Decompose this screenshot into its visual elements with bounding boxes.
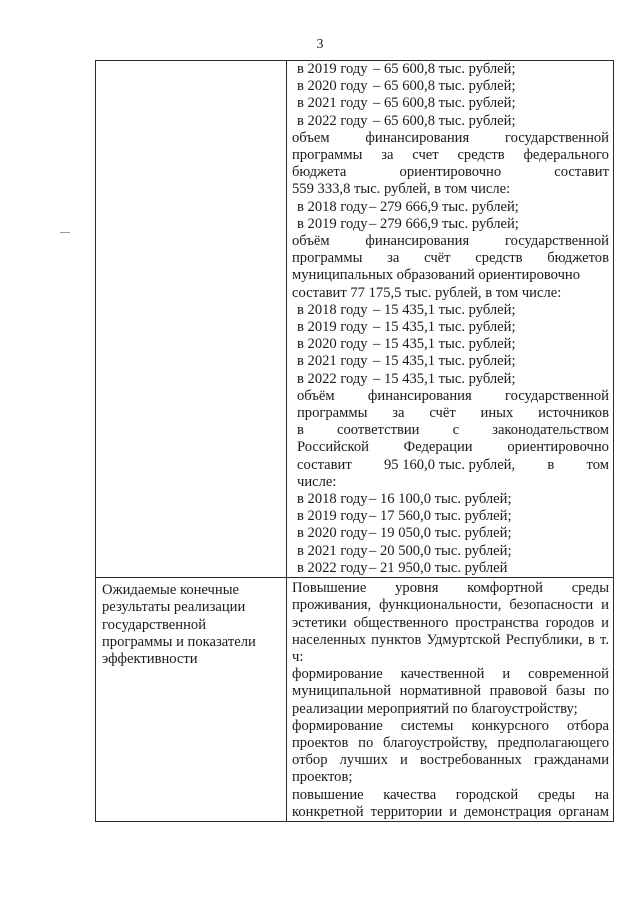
word: государственной: [504, 233, 609, 250]
other-sources-paragraph: [292, 388, 609, 491]
amount-row: [292, 216, 609, 233]
text-line: муниципальных образований ориентировочно: [292, 267, 581, 284]
results-paragraph: Повышение уровня комфортной среды проживания, функциональности, безопасности и эстетики общественного пространства городов и населенных пунктов Удмуртской Республики, в т. ч:: [292, 580, 609, 665]
amount-value: – 65 600,8 тыс. рублей;: [373, 61, 516, 77]
text-line: [292, 164, 609, 181]
amount-year: в 2019 году: [297, 215, 368, 232]
amount-year: в 2018 году: [297, 198, 368, 215]
word: за: [381, 147, 394, 164]
results-paragraph: повышение качества городской среды на конкретной территории и демонстрация органам: [292, 786, 609, 820]
word: в: [547, 456, 555, 473]
word: финансирования: [365, 233, 470, 250]
text-line: 559 333,8 тыс. рублей, в том числе:: [292, 181, 511, 198]
label-line: программы и показатели: [102, 633, 256, 650]
amount-year: в 2018 году: [297, 301, 368, 318]
amount-year: в 2022 году: [297, 559, 368, 576]
cell-results-text: [287, 578, 614, 822]
cell-left-empty: [96, 61, 287, 578]
amount-value: – 20 500,0 тыс. рублей;: [369, 542, 512, 559]
amount-value: – 65 600,8 тыс. рублей;: [373, 112, 516, 129]
word: ориентировочно: [399, 164, 502, 181]
amount-value: – 65 600,8 тыс. рублей;: [373, 78, 516, 95]
word: за: [387, 250, 400, 267]
word: с: [452, 422, 460, 439]
word: бюджетов: [547, 250, 609, 267]
amount-year: в 2018 году: [297, 491, 368, 508]
label-line: государственной: [102, 616, 207, 633]
word: финансирования: [365, 129, 470, 146]
word: том: [586, 456, 609, 473]
page-number: 3: [316, 37, 324, 52]
amount-year: в 2021 году: [297, 95, 368, 112]
word: счёт: [429, 405, 456, 422]
amount-year: в 2019 году: [297, 508, 368, 525]
amount-row: [292, 61, 609, 78]
word: государственной: [504, 387, 609, 404]
results-paragraph: формирование качественной и современной муниципальной нормативной правовой базы по реализации мероприятий по благоустройству;: [292, 666, 609, 717]
label-line: эффективности: [102, 650, 198, 667]
amount-value: – 65 600,8 тыс. рублей;: [373, 95, 516, 112]
amount-value: – 16 100,0 тыс. рублей;: [369, 491, 512, 508]
amount-year: в 2022 году: [297, 112, 368, 129]
amount-value: – 15 435,1 тыс. рублей;: [373, 353, 516, 370]
amount-row: [292, 78, 609, 95]
word: Федерации: [403, 439, 473, 456]
amount-row: [292, 336, 609, 353]
word: соответствии: [337, 422, 420, 439]
word: средств: [457, 147, 505, 164]
word: государственной: [504, 129, 609, 146]
word: бюджета: [292, 164, 347, 181]
amount-value: – 15 435,1 тыс. рублей;: [373, 319, 516, 336]
word: ориентировочно: [507, 439, 609, 456]
cell-results-label: [96, 578, 287, 822]
text-line: [292, 422, 609, 439]
amount-row: [292, 95, 609, 112]
amount-row: [292, 199, 609, 216]
federal-funding-paragraph: [292, 130, 609, 199]
word: за: [392, 405, 405, 422]
amount-value: – 15 435,1 тыс. рублей;: [373, 336, 516, 353]
word: программы: [297, 405, 368, 422]
amount-year: в 2020 году: [297, 336, 368, 353]
amount-value: – 15 435,1 тыс. рублей;: [373, 370, 516, 387]
amount-row: [292, 302, 609, 319]
word: программы: [292, 250, 363, 267]
program-passport-table: [95, 60, 614, 822]
table-row-financing: [96, 61, 614, 578]
margin-mark: [60, 232, 70, 233]
amount-row: [292, 525, 609, 542]
word: законодательством: [492, 422, 609, 439]
cell-financing: [287, 61, 614, 578]
amount-row: [292, 543, 609, 560]
amount-row: [292, 560, 609, 577]
word: финансирования: [367, 387, 472, 404]
text-line: [292, 233, 609, 250]
amount-value: – 279 666,9 тыс. рублей;: [369, 198, 519, 215]
text-line: составит 77 175,5 тыс. рублей, в том числе:: [292, 284, 562, 301]
word: объём: [297, 387, 335, 404]
text-line: [292, 250, 609, 267]
amount-year: в 2020 году: [297, 525, 368, 542]
amount-year: в 2019 году: [297, 61, 368, 77]
text-line: [292, 388, 609, 405]
amount-row: [292, 319, 609, 336]
amount-row: [292, 113, 609, 130]
table-row-results: [96, 578, 614, 822]
word: средств: [475, 250, 523, 267]
amount-value: – 279 666,9 тыс. рублей;: [369, 215, 519, 232]
amount-year: в 2021 году: [297, 542, 368, 559]
word: Российской: [297, 439, 369, 456]
amount-year: в 2020 году: [297, 78, 368, 95]
word: объем: [292, 129, 330, 146]
text-line: [292, 130, 609, 147]
amount-row: [292, 371, 609, 388]
amount-row: [292, 491, 609, 508]
amount-value: – 21 950,0 тыс. рублей: [369, 559, 508, 576]
word: 95 160,0 тыс. рублей,: [383, 456, 516, 473]
amount-year: в 2021 году: [297, 353, 368, 370]
word: федерального: [523, 147, 609, 164]
results-paragraph: формирование системы конкурсного отбора проектов по благоустройству, предполагающего отбор лучших и востребованных гражданами проектов;: [292, 717, 609, 786]
amount-value: – 15 435,1 тыс. рублей;: [373, 301, 516, 318]
label-line: результаты реализации: [102, 599, 246, 616]
text-line: [292, 457, 609, 474]
word: составит: [554, 164, 609, 181]
amount-row: [292, 353, 609, 370]
word: программы: [292, 147, 363, 164]
text-line: [292, 405, 609, 422]
amount-value: – 19 050,0 тыс. рублей;: [369, 525, 512, 542]
amount-value: – 17 560,0 тыс. рублей;: [369, 508, 512, 525]
label-line: Ожидаемые конечные: [102, 582, 239, 599]
word: счёт: [424, 250, 451, 267]
word: иных: [480, 405, 514, 422]
word: составит: [297, 456, 352, 473]
word: счет: [412, 147, 439, 164]
word: в: [297, 422, 304, 439]
text-line: [292, 147, 609, 164]
word: объём: [292, 233, 330, 250]
amount-year: в 2019 году: [297, 319, 368, 336]
word: источников: [538, 405, 609, 422]
amount-year: в 2022 году: [297, 370, 368, 387]
text-line: [292, 439, 609, 456]
amount-row: [292, 508, 609, 525]
text-line: числе:: [297, 473, 337, 490]
municipal-funding-paragraph: [292, 233, 609, 302]
